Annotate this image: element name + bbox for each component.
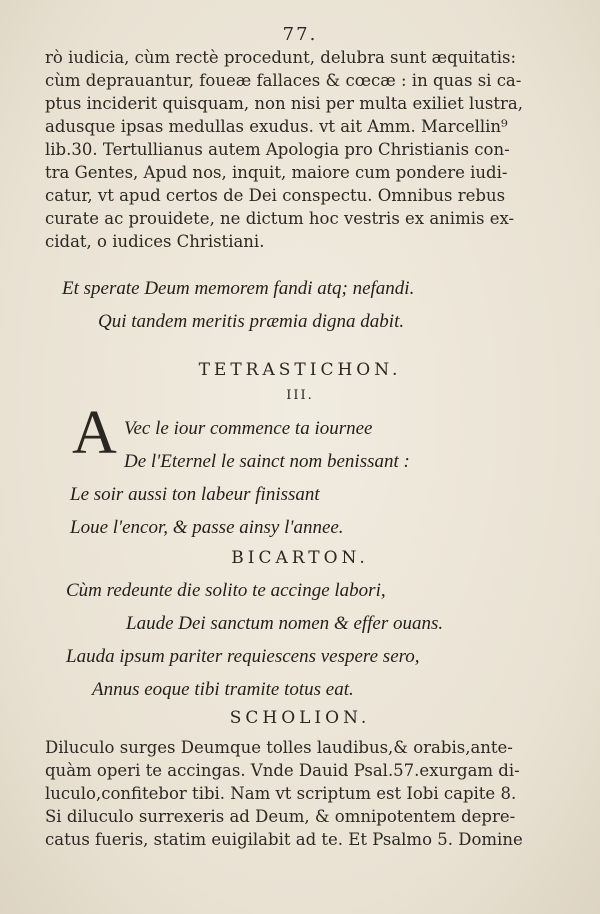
text-line: cidat, o iudices Christiani. [45, 232, 265, 251]
verse-line: De l'Eternel le sainct nom benissant : [124, 451, 410, 472]
verse-line: Le soir aussi ton labeur finissant [70, 484, 320, 505]
text-line: cùm deprauantur, foueæ fallaces & cœcæ : in quas si ca- [45, 71, 522, 90]
text-line: adusque ipsas medullas exudus. vt ait Amm. Marcellin⁹ [45, 117, 508, 136]
text-line: rò iudicia, cùm rectè procedunt, delubra sunt æquitatis: [45, 48, 517, 67]
text-line: Si diluculo surrexeris ad Deum, & omnipotentem depre- [45, 807, 516, 826]
drop-cap: A [72, 399, 117, 467]
verse-line: Laude Dei sanctum nomen & effer ouans. [126, 613, 444, 634]
page-number: 77. [282, 24, 318, 45]
text-line: quàm operi te accingas. Vnde Dauid Psal.57.exurgam di- [45, 761, 520, 780]
verse-line: Annus eoque tibi tramite totus eat. [92, 679, 354, 700]
text-line: ptus inciderit quisquam, non nisi per multa exiliet lustra, [45, 94, 523, 113]
text-line: curate ac prouidete, ne dictum hoc vestris ex animis ex- [45, 209, 515, 228]
paragraph-1 [45, 46, 565, 253]
verse-line: Loue l'encor, & passe ainsy l'annee. [70, 517, 344, 538]
scholion-heading: SCHOLION. [229, 708, 371, 728]
bicarton-heading: BICARTON. [231, 548, 369, 568]
paragraph-2 [45, 736, 565, 851]
verse-line: Et sperate Deum memorem fandi atq; nefandi. [62, 278, 415, 299]
verse-line: Vec le iour commence ta iournee [124, 418, 373, 439]
verse-line: Lauda ipsum pariter requiescens vespere sero, [66, 646, 420, 667]
text-line: tra Gentes, Apud nos, inquit, maiore cum pondere iudi- [45, 163, 508, 182]
text-line: lib.30. Tertullianus autem Apologia pro Christianis con- [45, 140, 510, 159]
verse-1 [62, 272, 582, 338]
verse-line: Cùm redeunte die solito te accinge labori, [66, 580, 386, 601]
text-line: catur, vt apud certos de Dei conspectu. Omnibus rebus [45, 186, 506, 205]
text-line: Diluculo surges Deumque tolles laudibus,& orabis,ante- [45, 738, 513, 757]
text-line: catus fueris, statim euigilabit ad te. Et Psalmo 5. Domine [45, 830, 523, 849]
verse-line: Qui tandem meritis præmia digna dabit. [98, 311, 405, 332]
text-line: luculo,confitebor tibi. Nam vt scriptum est Iobi capite 8. [45, 784, 517, 803]
tetrastichon-number: III. [286, 388, 314, 403]
french-verse [124, 412, 600, 478]
latin-verse [66, 574, 586, 706]
french-verse-continued [70, 478, 590, 544]
tetrastichon-heading: TETRASTICHON. [198, 360, 402, 380]
